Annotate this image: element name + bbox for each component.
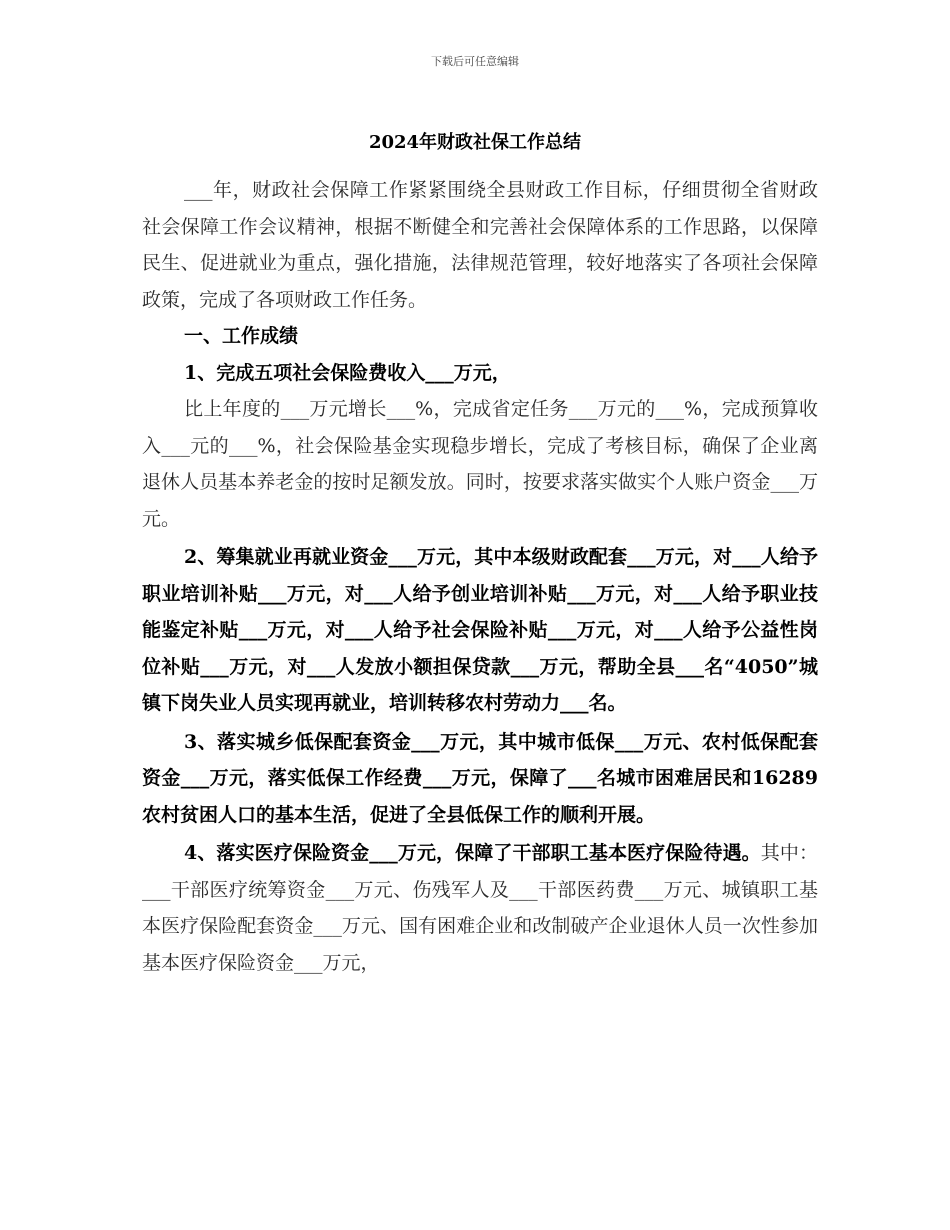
item-3-paragraph: 3、落实城乡低保配套资金___万元，其中城市低保___万元、农村低保配套资金___万元，落实低保工作经费___万元，保障了___名城市困难居民和16289农村贫困人口的基本生活，促进了全县低保工作的顺利开展。 [142, 730, 818, 826]
item-2-paragraph: 2、筹集就业再就业资金___万元，其中本级财政配套___万元，对___人给予职业培训补贴___万元，对___人给予创业培训补贴___万元，对___人给予职业技能鉴定补贴___万元，对___人给予社会保险补贴___万元，对___人给予公益性岗位补贴___万元，对___人发放小额担保贷款___万元，帮助全县___名“4050”城镇下岗失业人员实现再就业，培训转移农村劳动力___名。 [142, 546, 818, 714]
item-4-paragraph [142, 835, 818, 981]
item-1-heading: 1、完成五项社会保险费收入___万元， [184, 361, 511, 384]
page-title: 2024年财政社保工作总结 [368, 132, 582, 153]
document-body [142, 172, 818, 981]
item-4-lead: 4、落实医疗保险资金___万元，保障了干部职工基本医疗保险待遇。 [184, 842, 761, 864]
intro-paragraph: ___年，财政社会保障工作紧紧围绕全县财政工作目标，仔细贯彻全省财政社会保障工作会议精神，根据不断健全和完善社会保障体系的工作思路，以保障民生、促进就业为重点，强化措施，法律规范管理，较好地落实了各项社会保障政策，完成了各项财政工作任务。 [142, 179, 818, 311]
section-heading-achievements: 一、工作成绩 [184, 325, 299, 347]
header-note: 下载后可任意编辑 [431, 55, 519, 68]
item-4-detail: 其中：___干部医疗统筹资金___万元、伤残军人及___干部医药费___万元、城镇职工基本医疗保险配套资金___万元、国有困难企业和改制破产企业退休人员一次性参加基本医疗保险资金___万元， [142, 842, 818, 974]
item-1-body: 比上年度的___万元增长___%，完成省定任务___万元的___%，完成预算收入___元的___%，社会保险基金实现稳步增长，完成了考核目标，确保了企业离退休人员基本养老金的按时足额发放。同时，按要求落实做实个人账户资金___万元。 [142, 398, 818, 530]
